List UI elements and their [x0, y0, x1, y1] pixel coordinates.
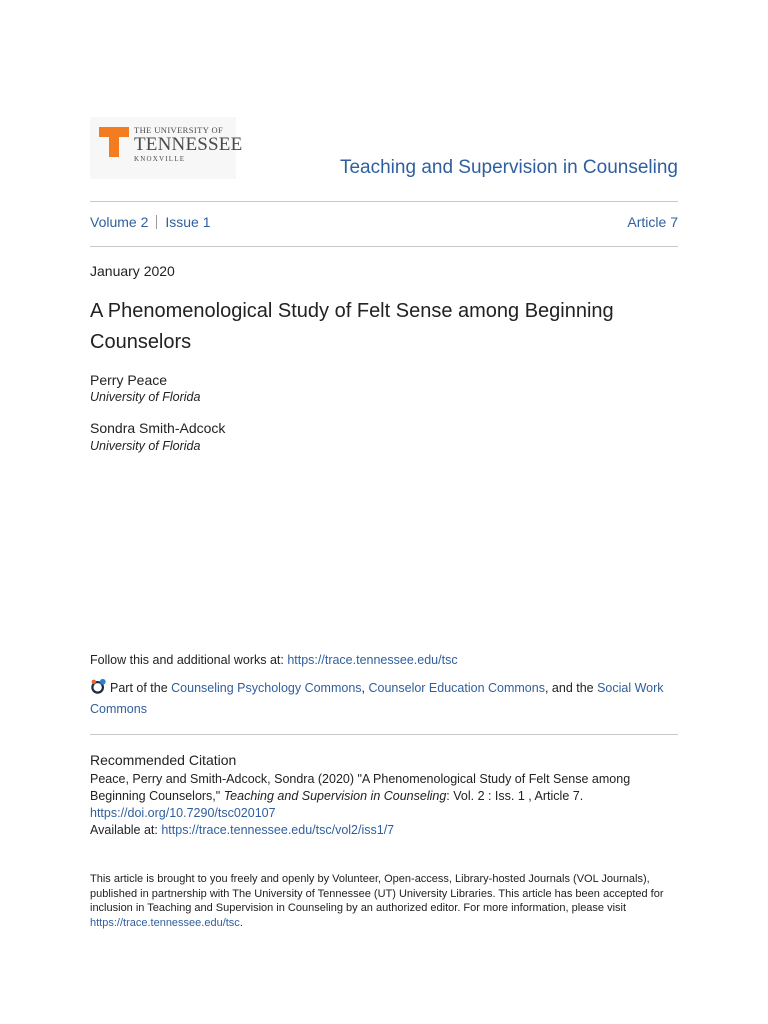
author-affiliation: University of Florida — [90, 390, 201, 404]
logo-main-text: TENNESSEE — [134, 134, 243, 155]
available-label: Available at: — [90, 823, 162, 837]
logo-wordmark — [134, 126, 242, 163]
citation-heading: Recommended Citation — [90, 752, 237, 768]
separator — [156, 215, 157, 229]
citation-text: : Vol. 2 : Iss. 1 , Article 7. — [446, 789, 584, 803]
author-affiliation: University of Florida — [90, 439, 201, 453]
issue-link[interactable]: Issue 1 — [165, 214, 211, 230]
publication-date: January 2020 — [90, 263, 175, 279]
footer-notice — [90, 872, 680, 930]
citation-line — [90, 788, 678, 805]
university-logo — [90, 117, 243, 179]
recommended-citation — [90, 771, 678, 839]
commons-separator: , — [361, 681, 369, 695]
repository-link[interactable]: https://trace.tennessee.edu/tsc — [287, 653, 458, 667]
divider-issue — [90, 246, 678, 247]
journal-title-link[interactable]: Teaching and Supervision in Counseling — [339, 157, 678, 178]
footer-text: This article is brought to you freely and openly by Volunteer, Open-access, Library-hosted Journals (VOL Journals), published in partnership with The University of Tennessee (UT) University Libraries. This article has been accepted for inclusion in Teaching and Supervision in Counseling by an authorized editor. For more information, please visit — [90, 873, 664, 914]
network-commons-icon — [90, 678, 107, 695]
author-name: Sondra Smith-Adcock — [90, 420, 226, 436]
commons-separator: , and the — [544, 681, 598, 695]
available-at-link[interactable]: https://trace.tennessee.edu/tsc/vol2/iss1/7 — [161, 823, 395, 837]
issue-bar — [90, 214, 678, 230]
paper-title: A Phenomenological Study of Felt Sense among Beginning Counselors — [90, 300, 614, 353]
power-t-icon — [99, 127, 129, 157]
logo-top-text: THE UNIVERSITY OF — [134, 125, 224, 135]
divider-citation — [90, 734, 678, 735]
doi-link[interactable]: https://doi.org/10.7290/tsc020107 — [90, 806, 276, 820]
citation-text: Beginning Counselors," — [90, 789, 224, 803]
follow-line — [90, 653, 458, 667]
available-at-line — [90, 822, 678, 839]
commons-link-social-work[interactable]: Social Work Commons — [90, 681, 664, 716]
citation-journal: Teaching and Supervision in Counseling — [223, 789, 447, 803]
author-name: Perry Peace — [90, 372, 168, 388]
article-link[interactable]: Article 7 — [627, 214, 678, 230]
volume-link[interactable]: Volume 2 — [90, 214, 149, 230]
footer-link[interactable]: https://trace.tennessee.edu/tsc — [90, 916, 240, 929]
follow-text: Follow this and additional works at: — [90, 653, 288, 667]
commons-link-counselor-education[interactable]: Counselor Education Commons — [368, 681, 545, 695]
logo-sub-text: KNOXVILLE — [134, 155, 186, 163]
divider-top — [90, 201, 678, 202]
part-of-prefix: Part of the — [110, 681, 172, 695]
part-of-commons — [90, 678, 678, 720]
commons-link-counseling-psychology[interactable]: Counseling Psychology Commons — [171, 681, 362, 695]
footer-end: . — [239, 916, 243, 929]
citation-line: Peace, Perry and Smith-Adcock, Sondra (2020) "A Phenomenological Study of Felt Sense among — [90, 772, 631, 786]
